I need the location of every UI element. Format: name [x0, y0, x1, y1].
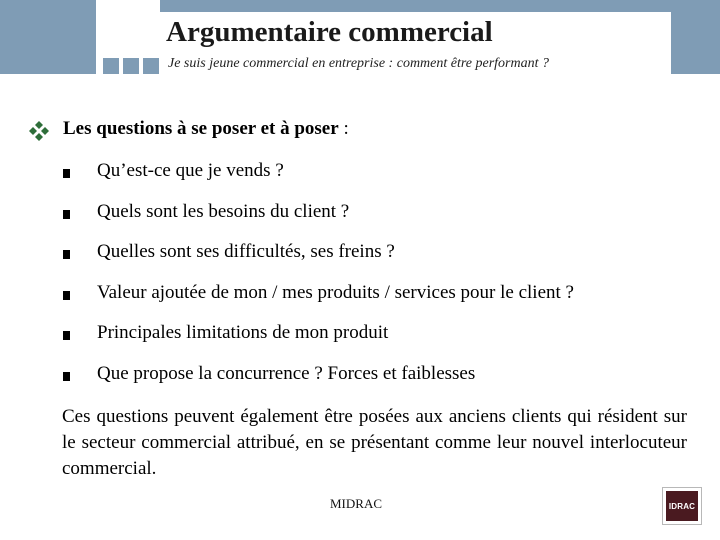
idrac-logo [662, 487, 702, 525]
square-bullet-icon [63, 291, 70, 300]
list-item-text: Valeur ajoutée de mon / mes produits / services pour le client ? [97, 281, 574, 303]
header-square [103, 58, 119, 74]
list-item-text: Qu’est-ce que je vends ? [97, 160, 284, 181]
footer-label: MIDRAC [330, 496, 383, 511]
list-item-text: Principales limitations de mon produit [97, 322, 389, 344]
header-square [123, 58, 139, 74]
square-bullet-icon [63, 210, 70, 219]
diamond-quad-bullet-icon [28, 120, 50, 142]
header-top-bar [160, 0, 720, 12]
list-item-text: Que propose la concurrence ? Forces et faiblesses [97, 362, 476, 384]
square-bullet-icon [63, 372, 70, 381]
square-bullet-icon [63, 250, 70, 259]
page-subtitle: Je suis jeune commercial en entreprise : comment être performant ? [168, 56, 550, 71]
square-bullet-icon [63, 169, 70, 178]
header-left-block [0, 0, 96, 74]
logo-badge [666, 491, 698, 521]
list-item-text: Quelles sont ses difficultés, ses freins ? [97, 241, 395, 263]
section-heading [63, 118, 349, 140]
section-heading-text: Les questions à se poser et à poser [63, 118, 339, 139]
body-paragraph: Ces questions peuvent également être posées aux anciens clients qui résident sur le secteur commercial attribué, en se présentant comme leur nouvel interlocuteur commercial. [62, 406, 687, 479]
list-item-text: Quels sont les besoins du client ? [97, 200, 350, 222]
section-heading-suffix: : [338, 118, 349, 139]
logo-text: IDRAC [668, 501, 696, 511]
square-bullet-icon [63, 331, 70, 340]
page-title: Argumentaire commercial [166, 16, 493, 48]
header-right-bar [671, 12, 720, 74]
header-square [143, 58, 159, 74]
